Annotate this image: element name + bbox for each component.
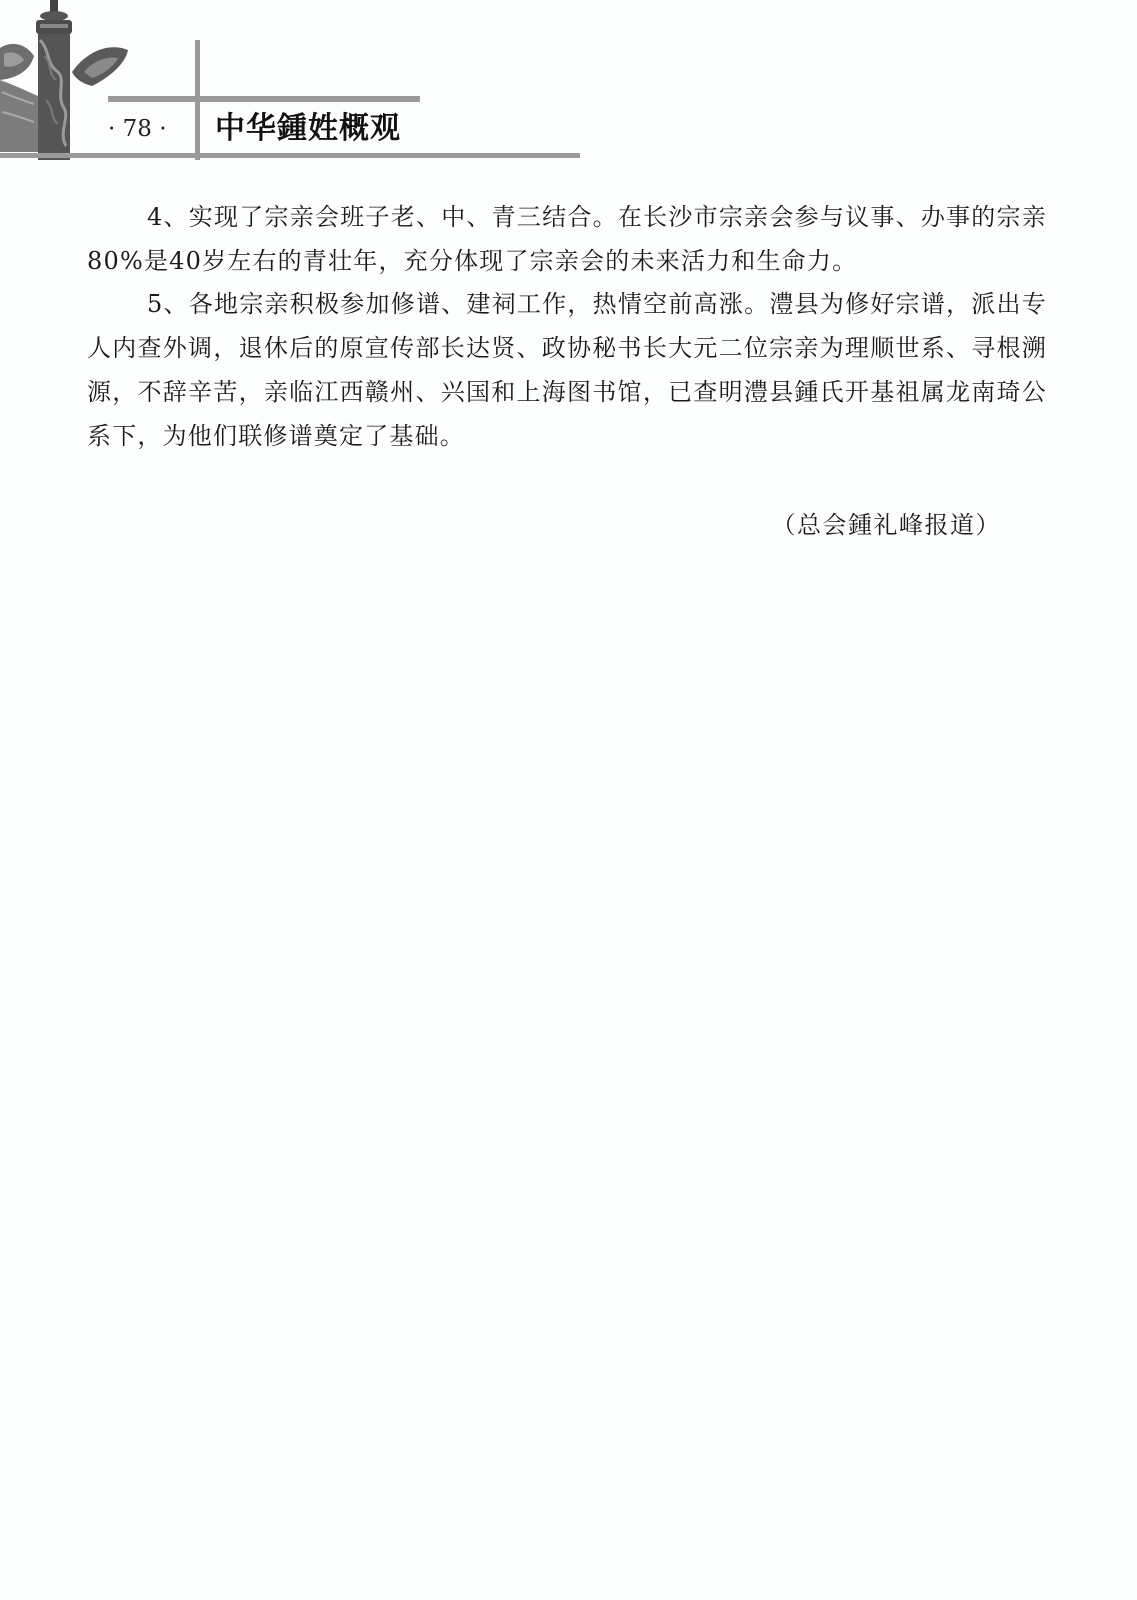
article-body [87,196,1047,458]
header-rule-bottom [0,153,580,158]
page-number: · 78 · [108,116,167,142]
paragraph-4: 4、实现了宗亲会班子老、中、青三结合。在长沙市宗亲会参与议事、办事的宗亲80%是40岁左右的青壮年，充分体现了宗亲会的未来活力和生命力。 [87,203,1047,275]
paragraph-5: 5、各地宗亲积极参加修谱、建祠工作，热情空前高涨。澧县为修好宗谱，派出专人内查外调，退休后的原宣传部长达贤、政协秘书长大元二位宗亲为理顺世系、寻根溯源，不辞辛苦，亲临江西赣州、兴国和上海图书馆，已查明澧县鍾氏开基祖属龙南琦公系下，为他们联修谱奠定了基础。 [87,290,1047,450]
report-byline: （总会鍾礼峰报道） [771,511,1001,539]
header-rule-top [108,96,420,102]
header-rule-vertical [195,40,200,160]
running-title: 中华鍾姓概观 [215,111,401,146]
